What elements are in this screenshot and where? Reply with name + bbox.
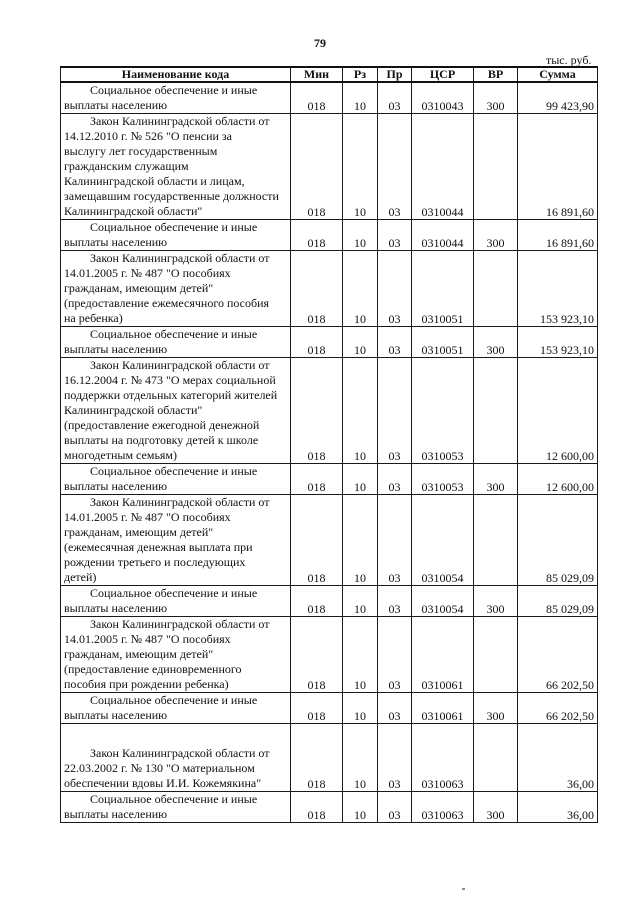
row-rz: 10 bbox=[343, 792, 378, 823]
row-name-line: (предоставление ежегодной денежной bbox=[64, 418, 260, 432]
row-name bbox=[61, 358, 291, 464]
row-pr: 03 bbox=[378, 358, 412, 464]
row-vr: 300 bbox=[474, 792, 518, 823]
table-row bbox=[61, 327, 598, 358]
row-pr: 03 bbox=[378, 220, 412, 251]
row-min: 018 bbox=[291, 358, 343, 464]
budget-table bbox=[60, 66, 598, 823]
row-name-line: выплаты населению bbox=[64, 601, 168, 615]
row-pr: 03 bbox=[378, 251, 412, 327]
row-name-line: Закон Калининградской области от bbox=[90, 114, 270, 128]
row-name-line: 14.01.2005 г. № 487 "О пособиях bbox=[64, 266, 231, 280]
row-name-line: Социальное обеспечение и иные bbox=[90, 792, 258, 806]
row-rz: 10 bbox=[343, 617, 378, 693]
row-min: 018 bbox=[291, 327, 343, 358]
col-header-pr: Пр bbox=[378, 67, 412, 82]
row-name bbox=[61, 327, 291, 358]
table-row bbox=[61, 358, 598, 464]
col-header-csr: ЦСР bbox=[412, 67, 474, 82]
row-name-line: гражданским служащим bbox=[64, 159, 189, 173]
row-name bbox=[61, 693, 291, 724]
row-name-line: выплаты населению bbox=[64, 235, 168, 249]
row-name-line: 14.01.2005 г. № 487 "О пособиях bbox=[64, 632, 231, 646]
row-rz: 10 bbox=[343, 693, 378, 724]
scan-mark bbox=[462, 888, 465, 890]
row-vr: 300 bbox=[474, 327, 518, 358]
row-pr: 03 bbox=[378, 724, 412, 792]
row-name-line: выплаты населению bbox=[64, 708, 168, 722]
row-csr: 0310054 bbox=[412, 495, 474, 586]
row-vr: 300 bbox=[474, 82, 518, 114]
row-sum: 66 202,50 bbox=[518, 693, 598, 724]
row-csr: 0310053 bbox=[412, 464, 474, 495]
row-name-line: выслугу лет государственным bbox=[64, 144, 218, 158]
row-name-line: (предоставление ежемесячного пособия bbox=[64, 296, 270, 310]
row-vr bbox=[474, 251, 518, 327]
row-name-line: гражданам, имеющим детей" bbox=[64, 281, 214, 295]
row-csr: 0310054 bbox=[412, 586, 474, 617]
row-name bbox=[61, 82, 291, 114]
row-name-line: выплаты населению bbox=[64, 807, 168, 821]
row-name-line: гражданам, имеющим детей" bbox=[64, 525, 214, 539]
row-name-line: замещавшим государственные должности bbox=[64, 189, 279, 203]
table-row bbox=[61, 464, 598, 495]
row-vr: 300 bbox=[474, 464, 518, 495]
row-name-line: 16.12.2004 г. № 473 "О мерах социальной bbox=[64, 373, 276, 387]
row-sum: 16 891,60 bbox=[518, 114, 598, 220]
row-pr: 03 bbox=[378, 114, 412, 220]
row-csr: 0310044 bbox=[412, 220, 474, 251]
col-header-min: Мин bbox=[291, 67, 343, 82]
row-name bbox=[61, 792, 291, 823]
row-name-line: пособия при рождении ребенка) bbox=[64, 677, 229, 691]
row-pr: 03 bbox=[378, 495, 412, 586]
table-row bbox=[61, 220, 598, 251]
row-sum: 153 923,10 bbox=[518, 251, 598, 327]
row-name-line: Социальное обеспечение и иные bbox=[90, 693, 258, 707]
row-csr: 0310051 bbox=[412, 327, 474, 358]
row-name-line: выплаты населению bbox=[64, 342, 168, 356]
row-rz: 10 bbox=[343, 358, 378, 464]
row-name-line: детей) bbox=[64, 570, 97, 584]
row-sum: 16 891,60 bbox=[518, 220, 598, 251]
row-min: 018 bbox=[291, 586, 343, 617]
row-vr bbox=[474, 495, 518, 586]
row-csr: 0310063 bbox=[412, 792, 474, 823]
row-vr bbox=[474, 724, 518, 792]
table-header-row bbox=[61, 67, 598, 82]
row-name-line: (ежемесячная денежная выплата при bbox=[64, 540, 253, 554]
row-name-line: Закон Калининградской области от bbox=[90, 358, 270, 372]
row-sum: 66 202,50 bbox=[518, 617, 598, 693]
row-pr: 03 bbox=[378, 327, 412, 358]
row-name bbox=[61, 464, 291, 495]
row-name-line: поддержки отдельных категорий жителей bbox=[64, 388, 278, 402]
table-row bbox=[61, 792, 598, 823]
row-name-line: гражданам, имеющим детей" bbox=[64, 647, 214, 661]
row-rz: 10 bbox=[343, 464, 378, 495]
row-min: 018 bbox=[291, 495, 343, 586]
col-header-vr: ВР bbox=[474, 67, 518, 82]
row-csr: 0310043 bbox=[412, 82, 474, 114]
row-rz: 10 bbox=[343, 495, 378, 586]
row-name-line: выплаты на подготовку детей к школе bbox=[64, 433, 259, 447]
row-vr bbox=[474, 114, 518, 220]
row-rz: 10 bbox=[343, 724, 378, 792]
table-row bbox=[61, 724, 598, 792]
row-name-line: Калининградской области" bbox=[64, 403, 203, 417]
row-name bbox=[61, 724, 291, 792]
row-sum: 36,00 bbox=[518, 792, 598, 823]
row-vr: 300 bbox=[474, 693, 518, 724]
table-row bbox=[61, 82, 598, 114]
row-name-line: Социальное обеспечение и иные bbox=[90, 83, 258, 97]
row-name-line: Социальное обеспечение и иные bbox=[90, 464, 258, 478]
row-min: 018 bbox=[291, 792, 343, 823]
row-min: 018 bbox=[291, 464, 343, 495]
table-row bbox=[61, 617, 598, 693]
row-name-line: 22.03.2002 г. № 130 "О материальном bbox=[64, 761, 255, 775]
row-name-line: Закон Калининградской области от bbox=[90, 746, 270, 760]
units-label: тыс. руб. bbox=[546, 53, 592, 67]
row-name bbox=[61, 495, 291, 586]
row-name bbox=[61, 251, 291, 327]
row-min: 018 bbox=[291, 251, 343, 327]
row-name bbox=[61, 220, 291, 251]
row-sum: 85 029,09 bbox=[518, 495, 598, 586]
row-vr bbox=[474, 617, 518, 693]
row-vr bbox=[474, 358, 518, 464]
col-header-name: Наименование кода bbox=[61, 67, 291, 82]
row-name-line: 14.12.2010 г. № 526 "О пенсии за bbox=[64, 129, 232, 143]
row-min: 018 bbox=[291, 693, 343, 724]
row-csr: 0310044 bbox=[412, 114, 474, 220]
row-min: 018 bbox=[291, 114, 343, 220]
row-rz: 10 bbox=[343, 251, 378, 327]
row-csr: 0310063 bbox=[412, 724, 474, 792]
row-pr: 03 bbox=[378, 464, 412, 495]
row-name-line: Закон Калининградской области от bbox=[90, 617, 270, 631]
row-name-line: Социальное обеспечение и иные bbox=[90, 327, 258, 341]
row-name-line: выплаты населению bbox=[64, 479, 168, 493]
row-name-line: рождении третьего и последующих bbox=[64, 555, 246, 569]
row-name-line: Калининградской области и лицам, bbox=[64, 174, 245, 188]
row-sum: 12 600,00 bbox=[518, 358, 598, 464]
row-min: 018 bbox=[291, 724, 343, 792]
row-rz: 10 bbox=[343, 327, 378, 358]
col-header-sum: Сумма bbox=[518, 67, 598, 82]
row-name-line: Социальное обеспечение и иные bbox=[90, 586, 258, 600]
row-vr: 300 bbox=[474, 586, 518, 617]
row-min: 018 bbox=[291, 82, 343, 114]
row-rz: 10 bbox=[343, 220, 378, 251]
row-sum: 85 029,09 bbox=[518, 586, 598, 617]
row-name-line: обеспечении вдовы И.И. Кожемякина" bbox=[64, 776, 262, 790]
table-row bbox=[61, 114, 598, 220]
row-name-line: выплаты населению bbox=[64, 98, 168, 112]
row-sum: 36,00 bbox=[518, 724, 598, 792]
row-vr: 300 bbox=[474, 220, 518, 251]
table-row bbox=[61, 586, 598, 617]
page-number: 79 bbox=[314, 36, 326, 50]
row-rz: 10 bbox=[343, 82, 378, 114]
row-name-line: Социальное обеспечение и иные bbox=[90, 220, 258, 234]
row-min: 018 bbox=[291, 220, 343, 251]
row-name bbox=[61, 114, 291, 220]
table-body bbox=[61, 82, 598, 823]
row-pr: 03 bbox=[378, 693, 412, 724]
row-pr: 03 bbox=[378, 586, 412, 617]
col-header-rz: Рз bbox=[343, 67, 378, 82]
row-rz: 10 bbox=[343, 114, 378, 220]
row-pr: 03 bbox=[378, 792, 412, 823]
row-name-line: 14.01.2005 г. № 487 "О пособиях bbox=[64, 510, 231, 524]
row-name bbox=[61, 586, 291, 617]
row-name-line: многодетным семьям) bbox=[64, 448, 178, 462]
row-csr: 0310061 bbox=[412, 617, 474, 693]
row-csr: 0310051 bbox=[412, 251, 474, 327]
row-sum: 12 600,00 bbox=[518, 464, 598, 495]
row-name-line: Закон Калининградской области от bbox=[90, 251, 270, 265]
row-pr: 03 bbox=[378, 82, 412, 114]
table-row bbox=[61, 495, 598, 586]
row-sum: 153 923,10 bbox=[518, 327, 598, 358]
row-csr: 0310053 bbox=[412, 358, 474, 464]
row-pr: 03 bbox=[378, 617, 412, 693]
row-name-line: Закон Калининградской области от bbox=[90, 495, 270, 509]
row-name-line: Калининградской области" bbox=[64, 204, 203, 218]
row-name-line: (предоставление единовременного bbox=[64, 662, 242, 676]
row-sum: 99 423,90 bbox=[518, 82, 598, 114]
row-csr: 0310061 bbox=[412, 693, 474, 724]
row-min: 018 bbox=[291, 617, 343, 693]
row-rz: 10 bbox=[343, 586, 378, 617]
table-row bbox=[61, 693, 598, 724]
row-name bbox=[61, 617, 291, 693]
row-name-line: на ребенка) bbox=[64, 311, 123, 325]
table-row bbox=[61, 251, 598, 327]
